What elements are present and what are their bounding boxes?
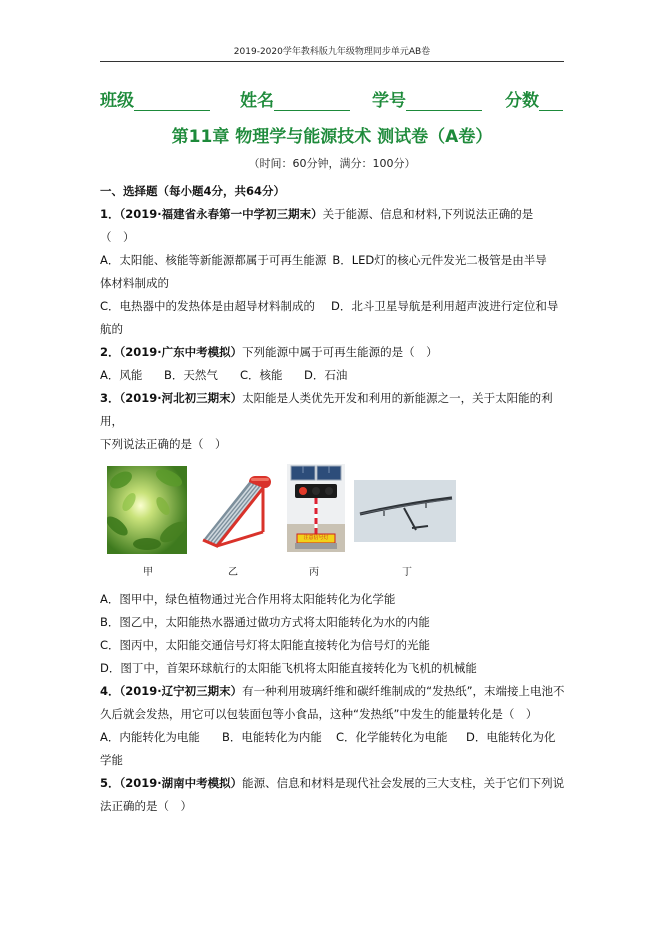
q4-options bbox=[100, 726, 566, 749]
header-rule bbox=[100, 61, 564, 62]
q2-option-c: C．核能 bbox=[240, 368, 283, 382]
warning-sign-text: 注意信号灯 bbox=[303, 535, 329, 541]
q2-option-d: D．石油 bbox=[304, 368, 348, 382]
q3-stem-line2: 下列说法正确的是（ ） bbox=[100, 437, 227, 451]
q1-stem bbox=[100, 203, 566, 226]
q5-stem-line1: 能源、信息和材料是现代社会发展的三大支柱，关于它们下列说 bbox=[242, 776, 565, 790]
class-field[interactable] bbox=[100, 86, 210, 111]
q3-source: （2019·河北初三期末） bbox=[119, 391, 243, 405]
q4-option-d-line1: D．电能转化为化 bbox=[466, 730, 556, 744]
score-label: 分数 bbox=[505, 91, 539, 111]
q4-stem-line2: 久后就会发热，用它可以包装面包等小食品，这种“发热纸”中发生的能量转化是（ ） bbox=[100, 707, 538, 721]
caption-yi: 乙 bbox=[228, 567, 238, 578]
q4-option-c: C．化学能转化为电能 bbox=[336, 730, 448, 744]
leaf-photo bbox=[107, 466, 187, 554]
water-heater-photo bbox=[197, 470, 275, 550]
class-blank[interactable] bbox=[134, 91, 210, 111]
q2-options bbox=[100, 364, 566, 387]
q3-option-a: A．图甲中，绿色植物通过光合作用将太阳能转化为化学能 bbox=[100, 592, 396, 606]
q4-number: 4． bbox=[100, 684, 120, 698]
running-header: 2019-2020学年教科版九年级物理同步单元AB卷 bbox=[233, 47, 431, 57]
id-blank[interactable] bbox=[406, 91, 482, 111]
score-field[interactable] bbox=[505, 86, 563, 111]
score-blank[interactable] bbox=[539, 91, 563, 111]
id-field[interactable] bbox=[372, 86, 482, 111]
q3-stem bbox=[100, 387, 566, 433]
q1-option-b-line2: 体材料制成的 bbox=[100, 276, 169, 290]
q3-stem-line1: 太阳能是人类优先开发和利用的新能源之一，关于太阳能的利用， bbox=[100, 391, 553, 428]
solar-water-heater-icon bbox=[197, 470, 275, 550]
q3-option-b: B．图乙中，太阳能热水器通过做功方式将太阳能转化为水的内能 bbox=[100, 615, 430, 629]
q4-source: （2019·辽宁初三期末） bbox=[119, 684, 243, 698]
caption-ding: 丁 bbox=[402, 567, 412, 578]
q3-number: 3． bbox=[100, 391, 120, 405]
q1-option-a: A．太阳能、核能等新能源都属于可再生能源 bbox=[100, 253, 327, 267]
doc-subtitle: （时间：60分钟，满分：100分） bbox=[248, 157, 416, 170]
caption-jia: 甲 bbox=[143, 567, 153, 578]
name-label: 姓名 bbox=[240, 91, 274, 111]
section-heading: 一、选择题（每小题4分，共64分） bbox=[100, 184, 286, 198]
q1-paren: （ ） bbox=[100, 230, 135, 244]
q4-option-a: A．内能转化为电能 bbox=[100, 730, 200, 744]
q5-number: 5． bbox=[100, 776, 120, 790]
q1-number: 1． bbox=[100, 207, 120, 221]
question-body bbox=[100, 180, 566, 818]
q5-source: （2019·湖南中考模拟） bbox=[119, 776, 243, 790]
q3-option-d: D．图丁中，首架环球航行的太阳能飞机将太阳能直接转化为飞机的机械能 bbox=[100, 661, 477, 675]
q2-stem-text: 下列能源中属于可再生能源的是（ ） bbox=[242, 345, 438, 359]
q1-option-c: C．电热器中的发热体是由超导材料制成的 bbox=[100, 299, 316, 313]
q1-option-d-line1: D．北斗卫星导航是利用超声波进行定位和导 bbox=[331, 299, 559, 313]
solar-plane-photo bbox=[354, 480, 456, 542]
q2-stem bbox=[100, 341, 566, 364]
q1-option-d-line2: 航的 bbox=[100, 322, 123, 336]
q1-option-cd bbox=[100, 295, 566, 318]
doc-title: 第11章 物理学与能源技术 测试卷（A卷） bbox=[171, 127, 493, 147]
class-label: 班级 bbox=[100, 91, 134, 111]
name-field[interactable] bbox=[240, 86, 350, 111]
q3-option-c: C．图丙中，太阳能交通信号灯将太阳能直接转化为信号灯的光能 bbox=[100, 638, 431, 652]
q1-option-b-line1: B．LED灯的核心元件发光二极管是由半导 bbox=[332, 253, 547, 267]
leaf-sunlight-icon bbox=[107, 466, 187, 554]
caption-bing: 丙 bbox=[309, 567, 319, 578]
q4-option-d-line2: 学能 bbox=[100, 753, 123, 767]
q1-option-ab bbox=[100, 249, 566, 272]
student-info-row bbox=[100, 86, 564, 110]
q5-stem-line2: 法正确的是（ ） bbox=[100, 799, 192, 813]
q1-source: （2019·福建省永春第一中学初三期末） bbox=[119, 207, 323, 221]
q4-option-b: B．电能转化为内能 bbox=[222, 730, 322, 744]
solar-airplane-icon bbox=[354, 480, 456, 542]
q5-stem bbox=[100, 772, 566, 795]
q3-figure-strip bbox=[100, 470, 566, 584]
q4-stem bbox=[100, 680, 566, 703]
q4-stem-line1: 有一种利用玻璃纤维和碳纤维制成的“发热纸”，末端接上电池不 bbox=[242, 684, 565, 698]
q1-stem-text: 关于能源、信息和材料,下列说法正确的是 bbox=[322, 207, 534, 221]
q2-number: 2． bbox=[100, 345, 120, 359]
name-blank[interactable] bbox=[274, 91, 350, 111]
q2-option-b: B．天然气 bbox=[164, 368, 218, 382]
id-label: 学号 bbox=[372, 91, 406, 111]
q2-source: （2019·广东中考模拟） bbox=[119, 345, 243, 359]
q2-option-a: A．风能 bbox=[100, 368, 143, 382]
